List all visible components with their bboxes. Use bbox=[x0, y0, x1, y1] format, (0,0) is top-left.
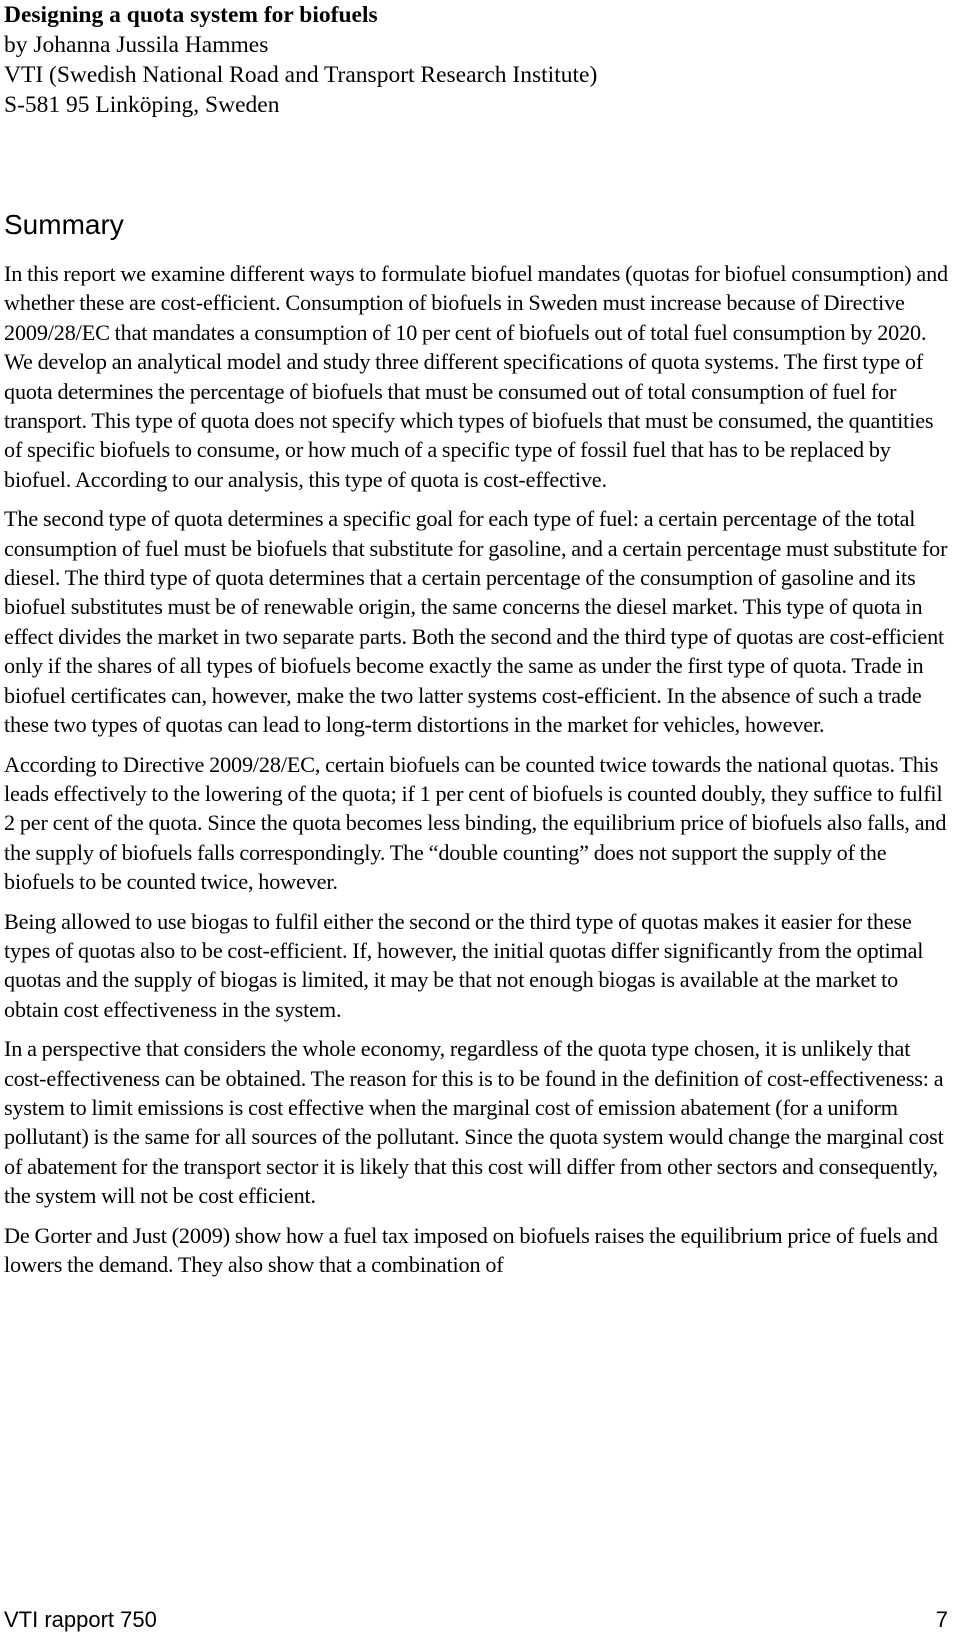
institute-line: VTI (Swedish National Road and Transport Research Institute) bbox=[4, 62, 598, 88]
paragraph: In a perspective that considers the whole economy, regardless of the quota type chosen, it is unlikely that cost-effectiveness can be obtained. The reason for this is to be found in the definition of cost-effectiveness: a system to limit emissions is cost effective when the marginal cost of emission abatement (for a uniform pollutant) is the same for all sources of the pollutant. Since the quota system would change the marginal cost of abatement for the transport sector it is likely that this cost will differ from other sectors and consequently, the system will not be cost efficient. bbox=[4, 1036, 944, 1209]
paragraph: According to Directive 2009/28/EC, certain biofuels can be counted twice towards the national quotas. This leads effectively to the lowering of the quota; if 1 per cent of biofuels is counted doubly, they suffice to fulfil 2 per cent of the quota. Since the quota becomes less binding, the equilibrium price of biofuels also falls, and the supply of biofuels falls correspondingly. The “double counting” does not support the supply of the biofuels to be counted twice, however. bbox=[4, 751, 947, 895]
summary-body bbox=[4, 259, 952, 1289]
paragraph: De Gorter and Just (2009) show how a fuel tax imposed on biofuels raises the equilibrium price of fuels and lowers the demand. They also show that a combination of bbox=[4, 1222, 938, 1277]
address-line: S-581 95 Linköping, Sweden bbox=[4, 92, 280, 118]
page-footer bbox=[4, 1604, 948, 1636]
paragraph: In this report we examine different ways to formulate biofuel mandates (quotas for biofuel consumption) and whether these are cost-efficient. Consumption of biofuels in Sweden must increase because of Directive 2009/28/EC that mandates a consumption of 10 per cent of biofuels out of total fuel consumption by 2020. We develop an analytical model and study three different specifications of quota systems. The first type of quota determines the percentage of biofuels that must be consumed out of total consumption of fuel for transport. This type of quota does not specify which types of biofuels that must be consumed, the quantities of specific biofuels to consume, or how much of a specific type of fossil fuel that has to be replaced by biofuel. According to our analysis, this type of quota is cost-effective. bbox=[4, 261, 949, 492]
document-title: Designing a quota system for biofuels bbox=[4, 2, 378, 28]
page-number: 7 bbox=[935, 1607, 948, 1632]
author-line: by Johanna Jussila Hammes bbox=[4, 32, 269, 58]
paragraph: Being allowed to use biogas to fulfil either the second or the third type of quotas makes it easier for these types of quotas also to be cost-efficient. If, however, the initial quotas differ significantly from the optimal quotas and the supply of biogas is limited, it may be that not enough biogas is available at the market to obtain cost effectiveness in the system. bbox=[4, 908, 924, 1022]
document-header bbox=[4, 0, 944, 120]
paragraph: The second type of quota determines a specific goal for each type of fuel: a certain percentage of the total consumption of fuel must be biofuels that substitute for gasoline, and a certain percentage must substitute for diesel. The third type of quota determines that a certain percentage of the consumption of gasoline and its biofuel substitutes must be of renewable origin, the same concerns the diesel market. This type of quota in effect divides the market in two separate parts. Both the second and the third type of quotas are cost-efficient only if the shares of all types of biofuels become exactly the same as under the first type of quota. Trade in biofuel certificates can, however, make the two latter systems cost-efficient. In the absence of such a trade these two types of quotas can lead to long-term distortions in the market for vehicles, however. bbox=[4, 506, 948, 738]
summary-heading: Summary bbox=[4, 209, 124, 240]
report-label: VTI rapport 750 bbox=[4, 1607, 157, 1632]
